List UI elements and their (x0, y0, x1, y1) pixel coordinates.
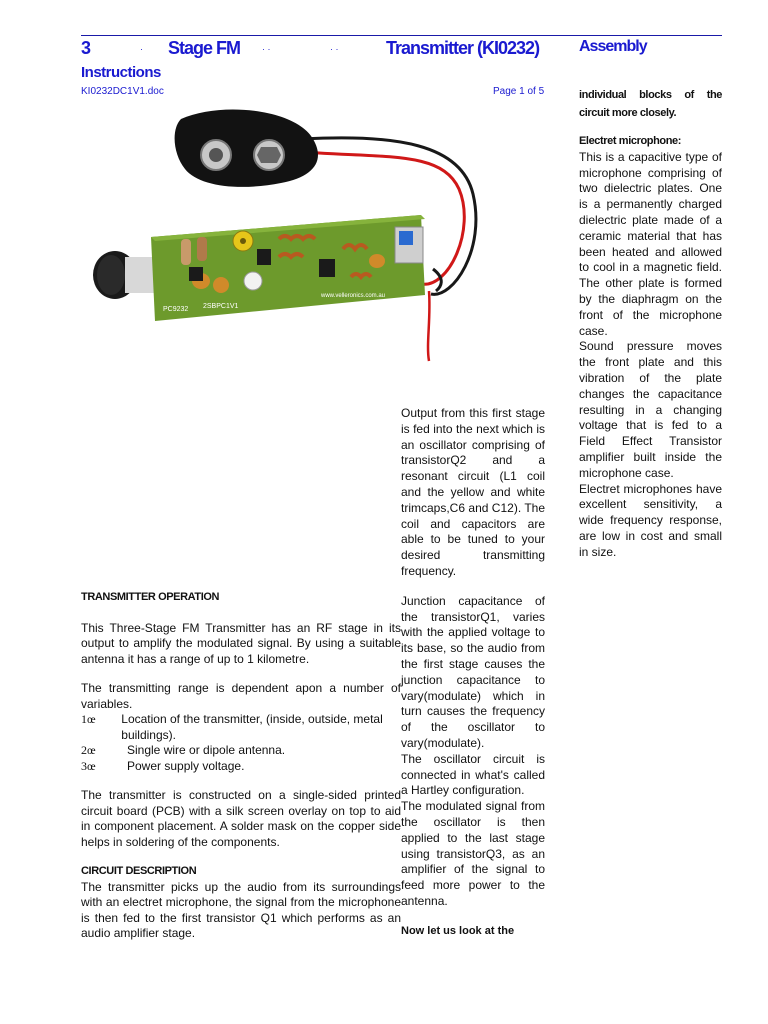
left-paragraph-1: This Three-Stage FM Transmitter has an RF stage in its output to amplify the modulated signal. By using a suitable antenna it has a range of up to 1 kilometre. (81, 620, 401, 666)
pcb-label-url: www.velleronics.com.au (321, 293, 386, 299)
pcb-label-part: PC9232 (163, 306, 189, 313)
middle-paragraph-4: The modulated signal from the oscillator is then applied to the last stage using transistorQ3, as an amplifier of the signal to feed more power to the antenna. (401, 799, 545, 908)
title-transmitter: Transmitter (KI0232) (386, 38, 540, 58)
left-column (81, 590, 401, 942)
title-separator-dots-2: · · (330, 44, 339, 54)
title-instructions: Instructions (81, 64, 161, 81)
title-separator-dot: · (140, 44, 143, 54)
doc-name: KI0232DC1V1.doc (81, 86, 164, 97)
heading-electret-microphone: Electret microphone: (579, 135, 682, 147)
title-stage: Stage FM (168, 38, 241, 58)
left-paragraph-4: The transmitter picks up the audio from its surroundings with an electret microphone, the signal from the microphone is then fed to the first transistor Q1 which performs as an audio amplifier stage. (81, 879, 401, 940)
title-assembly: Assembly (579, 38, 647, 55)
list-item-number: 1œ (81, 712, 96, 726)
right-paragraph-0: individual blocks of the circuit more closely. (579, 89, 722, 119)
middle-paragraph-3: The oscillator circuit is connected in what's called a Hartley configuration. (401, 751, 545, 798)
middle-paragraph-1: Output from this first stage is fed into the next which is an oscillator comprising of transistorQ2 and a resonant circuit (L1 coil and the yellow and white trimcaps,C6 and C12). The coil and capacitors are able to be tuned to your desired transmitting frequency. (401, 406, 545, 578)
left-paragraph-3: The transmitter is constructed on a single-sided printed circuit board (PCB) with a silk screen overlay on top to aid in component placement. A solder mask on the copper side helps in soldering of the components. (81, 788, 401, 849)
middle-column (401, 406, 545, 940)
transmitter-photo (81, 99, 505, 368)
right-paragraph-3: Electret microphones have excellent sensitivity, a wide frequency response, are low in cost and small in size. (579, 481, 722, 559)
list-item (81, 743, 401, 759)
pcb-label-board: 2SBPC1V1 (203, 303, 239, 310)
title-number: 3 (81, 38, 91, 58)
list-item (81, 759, 401, 775)
left-paragraph-2: The transmitting range is dependent apon a number of variables. (81, 681, 401, 711)
heading-transmitter-operation: TRANSMITTER OPERATION (81, 591, 220, 603)
list-item (81, 712, 401, 743)
list-item-text: Power supply voltage. (127, 758, 245, 773)
title-separator-dots: · · (262, 44, 271, 54)
list-item-text: Single wire or dipole antenna. (127, 743, 286, 757)
page-number: Page 1 of 5 (493, 86, 545, 97)
right-paragraph-1: This is a capacitive type of microphone comprising of two dielectric plates. One is a permanently charged dielectric plate made of a ceramic material that has been heated and allowed to cool in a magnetic field. The other plate is formed by the diaphragm on the front of the microphone case. (579, 149, 722, 338)
right-paragraph-2: Sound pressure moves the front plate and this vibration of the plate changes the capacitance resulting in a changing voltage that is fed to a Field Effect Transistor amplifier built inside the microphone case. (579, 339, 722, 480)
heading-circuit-description: CIRCUIT DESCRIPTION (81, 865, 197, 877)
list-item-number: 2œ (81, 743, 96, 757)
list-item-text: Location of the transmitter, (inside, outside, metal buildings). (121, 712, 383, 742)
list-item-number: 3œ (81, 758, 96, 773)
middle-paragraph-2: Junction capacitance of the transistorQ1, varies with the applied voltage to its base, so the audio from the first stage causes the junction capacitance to vary(modulate) which in turn causes the frequency of the oscillator to vary(modulate). (401, 593, 545, 750)
right-column (579, 86, 722, 561)
header-rule (81, 35, 722, 36)
middle-paragraph-5: Now let us look at the (401, 924, 515, 937)
